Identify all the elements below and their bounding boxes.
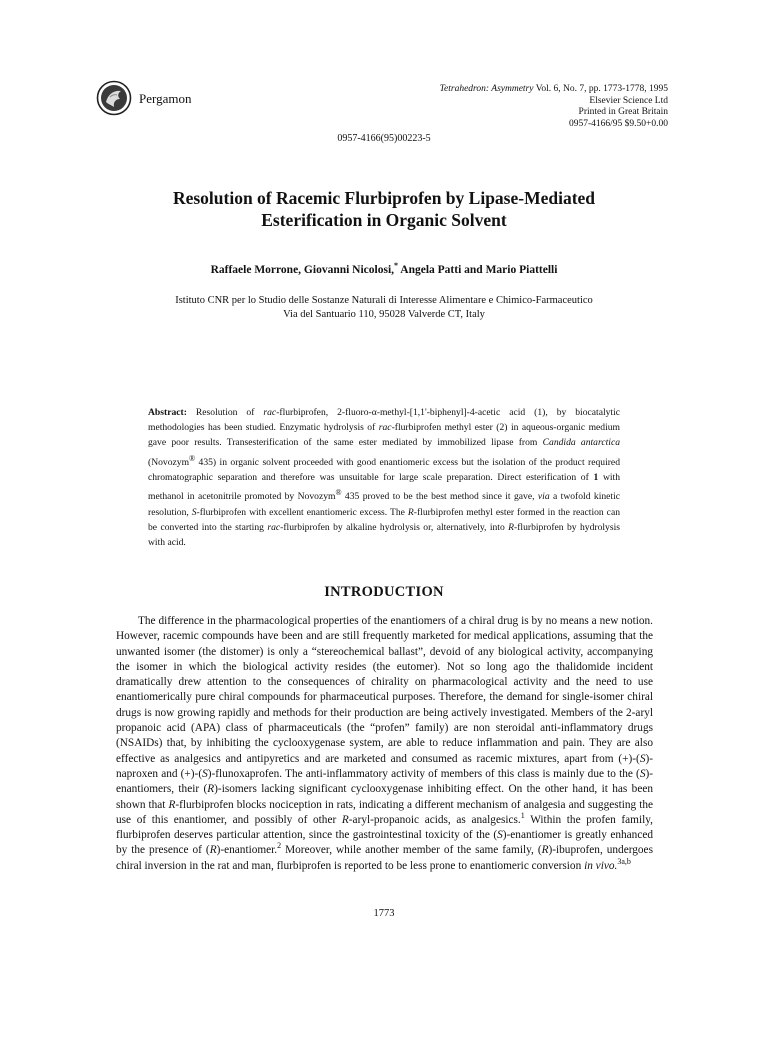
article-title bbox=[80, 187, 688, 231]
journal-price: 0957-4166/95 $9.50+0.00 bbox=[568, 118, 668, 129]
journal-volume: Vol. 6, No. 7, pp. 1773-1778, 1995 bbox=[533, 84, 668, 94]
corresponding-author-mark: * bbox=[394, 261, 399, 270]
title-line-1: Resolution of Racemic Flurbiprofen by Lipase-Mediated bbox=[172, 188, 596, 208]
author-list bbox=[0, 261, 768, 276]
reference-3: 3a,b bbox=[617, 856, 631, 866]
abstract-label: Abstract: bbox=[148, 407, 187, 418]
section-heading-introduction: INTRODUCTION bbox=[324, 584, 444, 600]
abstract: Abstract: Resolution of rac-flurbiprofen, 2-fluoro-α-methyl-[1,1'-biphenyl]-4-acetic acid (1), by biocatalytic methodologies has been studied. Enzymatic hydrolysis of rac-flurbiprofen methyl ester (2) in aqueous-organic medium gave poor results. Transesterification of the same ester mediated by immobilized lipase from Candida antarctica (Novozym® 435) in organic solvent proceeded with good enantiomeric excess but the isolation of the product required chromatographic separation and therefore was unsuitable for large scale preparation. Direct esterification of 1 with methanol in acetonitrile promoted by Novozym® 435 proved to be the best method since it gave, via a twofold kinetic resolution, S-flurbiprofen with excellent enantiomeric excess. The R-flurbiprofen methyl ester formed in the reaction can be converted into the starting rac-flurbiprofen by alkaline hydrolysis or, alternatively, into R-flurbiprofen by hydrolysis with acid. bbox=[148, 407, 621, 548]
journal-printed: Printed in Great Britain bbox=[578, 107, 668, 117]
journal-name: Tetrahedron: Asymmetry bbox=[439, 84, 534, 94]
pergamon-logo-icon bbox=[96, 80, 132, 116]
page-number: 1773 bbox=[373, 908, 395, 919]
authors-part-2: Angela Patti and Mario Piattelli bbox=[398, 263, 558, 276]
journal-info bbox=[440, 84, 668, 130]
registered-mark: ® bbox=[335, 488, 342, 498]
publisher-name: Pergamon bbox=[139, 91, 192, 106]
introduction-paragraph: The difference in the pharmacological properties of the enantiomers of a chiral drug is by no means a new notion. However, racemic compounds have been and are still frequently marketed for medical applications, assuming that the unwanted isomer (the distomer) is only a “stereochemical ballast”, devoid of any biological activity, accompanying the isomer in which the biological activity resides (the eutomer). Not so long ago the thalidomide incident dramatically drew attention to the consequences of chirality on pharmacological activity and the need to use enantiomerically pure chiral compounds for pharmaceutical purposes. Therefore, the demand for single-isomer chiral drugs is now growing rapidly and methods for their production are being actively investigated. Members of the 2-aryl propanoic acid (APA) class of pharmaceuticals (the “profen” family) are non steroidal anti-inflammatory drugs (NSAIDs) that, by inhibiting the cyclooxygenase system, are able to reduce inflammation and pain. They are also effective as analgesics and antipyretics and are marketed and consumed as racemic mixtures, apart from (+)-(S)-naproxen and (+)-(S)-flunoxaprofen. The anti-inflammatory activity of members of this class is mainly due to the (S)-enantiomers, their (R)-isomers lacking significant cyclooxygenase inhibiting effect. On the other hand, it has been shown that R-flurbiprofen blocks nociception in rats, indicating a different mechanism of analgesia and suggesting the use of this enantiomer, and possibly of other R-aryl-propanoic acids, as analgesics.$^1$ Within the profen family, flurbiprofen deserves particular attention, since the gastrointestinal toxicity of the (S)-enantiomer is greatly enhanced by the presence of (R)-enantiomer.$^2$ Moreover, while another member of the same family, (R)-ibuprofen, undergoes chiral inversion in the rat and man, flurbiprofen is reported to be less prone to enantiomeric conversion in vivo.$^{3a,b}$ bbox=[116, 615, 654, 872]
reference-2: 2 bbox=[277, 841, 282, 851]
registered-mark: ® bbox=[189, 453, 196, 463]
title-line-2: Esterification in Organic Solvent bbox=[261, 210, 507, 230]
affiliation bbox=[0, 294, 768, 322]
authors-part-1: Raffaele Morrone, Giovanni Nicolosi, bbox=[210, 263, 395, 276]
article-identifier: 0957-4166(95)00223-5 bbox=[337, 133, 431, 144]
journal-copyright: Elsevier Science Ltd bbox=[589, 95, 668, 106]
affiliation-line-1: Istituto CNR per lo Studio delle Sostanze Naturali di Interesse Alimentare e Chimico-Farmaceutico bbox=[175, 295, 593, 306]
affiliation-line-2: Via del Santuario 110, 95028 Valverde CT, Italy bbox=[283, 309, 485, 320]
reference-1: 1 bbox=[520, 811, 525, 821]
